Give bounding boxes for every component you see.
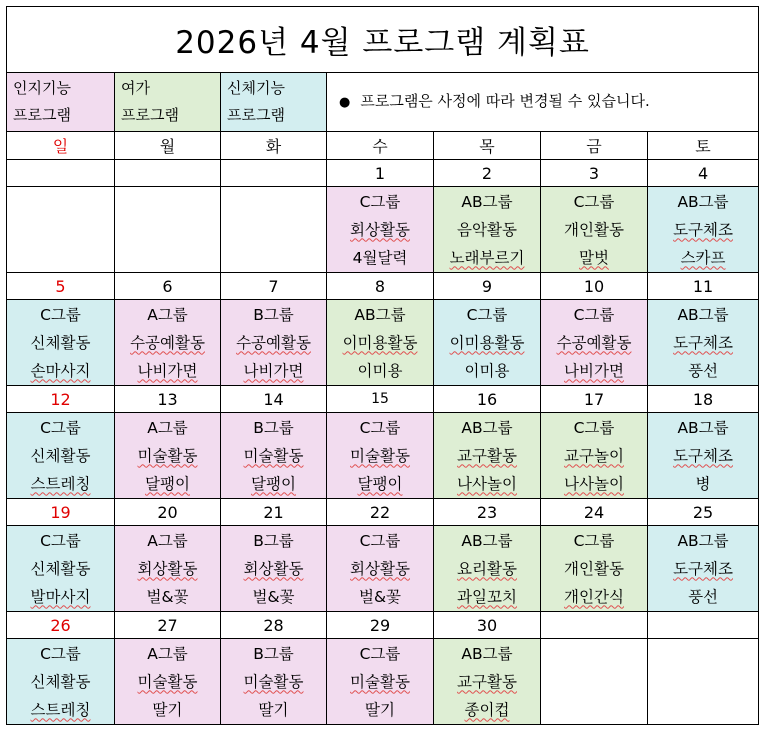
date-25: 25 xyxy=(648,499,759,526)
program-group: A그룹 xyxy=(147,305,188,324)
program-cell xyxy=(327,639,434,725)
program-group: C그룹 xyxy=(40,418,81,437)
program-activity: 미술활동 xyxy=(137,672,198,691)
program-detail: 스카프 xyxy=(680,248,726,267)
program-group: AB그룹 xyxy=(461,418,513,437)
program-cell xyxy=(648,526,759,612)
program-group: AB그룹 xyxy=(677,531,729,550)
program-cell xyxy=(434,187,541,273)
program-activity: 미술활동 xyxy=(350,672,410,691)
program-detail: 노래부르기 xyxy=(449,248,525,267)
program-cell xyxy=(327,187,434,273)
program-activity: 요리활동 xyxy=(457,559,517,578)
program-detail: 나비가면 xyxy=(564,361,624,380)
program-detail: 스트레칭 xyxy=(30,474,91,493)
program-detail: 딸기 xyxy=(152,700,183,719)
program-detail: 풍선 xyxy=(688,361,719,380)
program-detail: 벌&꽃 xyxy=(252,587,295,606)
program-cell xyxy=(434,413,541,499)
program-group: C그룹 xyxy=(466,305,508,324)
date-17: 17 xyxy=(541,386,648,413)
date-10: 10 xyxy=(541,273,648,300)
weekday-sat: 토 xyxy=(648,132,759,160)
program-group: C그룹 xyxy=(40,644,81,663)
program-detail: 나비가면 xyxy=(137,361,198,380)
date-24: 24 xyxy=(541,499,648,526)
date-empty xyxy=(7,160,115,187)
program-detail: 손마사지 xyxy=(30,361,91,380)
program-group: B그룹 xyxy=(253,418,294,437)
program-detail: 딸기 xyxy=(365,700,395,719)
program-detail: 이미용 xyxy=(464,361,510,380)
program-cell xyxy=(115,413,221,499)
program-row xyxy=(7,639,759,725)
program-activity: 도구체조 xyxy=(673,446,733,465)
program-activity: 신체활동 xyxy=(30,446,91,465)
weekday-sun: 일 xyxy=(7,132,115,160)
empty-cell xyxy=(648,639,759,725)
date-8: 8 xyxy=(327,273,434,300)
date-2: 2 xyxy=(434,160,541,187)
program-group: B그룹 xyxy=(253,531,294,550)
date-row xyxy=(7,386,759,413)
date-20: 20 xyxy=(115,499,221,526)
date-23: 23 xyxy=(434,499,541,526)
program-activity: 회상활동 xyxy=(350,220,410,239)
date-13: 13 xyxy=(115,386,221,413)
program-cell xyxy=(434,526,541,612)
program-detail: 풍선 xyxy=(688,587,719,606)
legend-physical-label: 신체기능 프로그램 xyxy=(227,79,285,124)
program-cell xyxy=(221,413,327,499)
program-row xyxy=(7,526,759,612)
program-detail: 나사놀이 xyxy=(457,474,517,493)
program-detail: 4월달력 xyxy=(352,248,408,267)
program-activity: 미술활동 xyxy=(350,446,410,465)
program-activity: 수공예활동 xyxy=(556,333,632,352)
program-activity: 신체활동 xyxy=(30,559,91,578)
program-detail: 나비가면 xyxy=(243,361,304,380)
date-row xyxy=(7,273,759,300)
program-detail: 병 xyxy=(695,474,711,493)
date-28: 28 xyxy=(221,612,327,639)
program-group: AB그룹 xyxy=(461,644,513,663)
program-cell xyxy=(7,639,115,725)
legend-row xyxy=(7,73,759,132)
program-activity: 도구체조 xyxy=(673,559,733,578)
program-cell xyxy=(327,413,434,499)
date-21: 21 xyxy=(221,499,327,526)
program-group: AB그룹 xyxy=(677,418,729,437)
empty-cell xyxy=(115,187,221,273)
date-row xyxy=(7,499,759,526)
program-group: C그룹 xyxy=(573,192,615,211)
program-activity: 개인활동 xyxy=(564,559,624,578)
program-cell xyxy=(327,300,434,386)
program-group: C그룹 xyxy=(573,418,615,437)
program-group: C그룹 xyxy=(40,531,81,550)
program-cell xyxy=(648,300,759,386)
date-18: 18 xyxy=(648,386,759,413)
legend-leisure-label: 여가 프로그램 xyxy=(121,79,179,124)
program-activity: 이미용활동 xyxy=(342,333,418,352)
program-calendar-table xyxy=(6,6,759,725)
program-detail: 발마사지 xyxy=(30,587,91,606)
program-cell xyxy=(7,526,115,612)
date-29: 29 xyxy=(327,612,434,639)
legend-cognitive xyxy=(7,73,115,132)
program-group: A그룹 xyxy=(147,418,188,437)
program-activity: 교구놀이 xyxy=(564,446,624,465)
program-cell xyxy=(541,413,648,499)
program-row xyxy=(7,187,759,273)
program-activity: 도구체조 xyxy=(673,220,733,239)
program-cell xyxy=(221,526,327,612)
page-title: 2026년 4월 프로그램 계획표 xyxy=(7,7,759,73)
program-group: AB그룹 xyxy=(354,305,406,324)
program-cell xyxy=(7,413,115,499)
program-cell xyxy=(7,300,115,386)
program-group: AB그룹 xyxy=(677,305,729,324)
note-text: 프로그램은 사정에 따라 변경될 수 있습니다. xyxy=(360,92,650,110)
date-19: 19 xyxy=(7,499,115,526)
program-cell xyxy=(221,639,327,725)
date-16: 16 xyxy=(434,386,541,413)
program-cell xyxy=(115,526,221,612)
date-empty xyxy=(221,160,327,187)
program-activity: 음악활동 xyxy=(457,220,517,239)
program-cell xyxy=(648,187,759,273)
program-detail: 스트레칭 xyxy=(30,700,91,719)
date-row xyxy=(7,612,759,639)
legend-leisure xyxy=(115,73,221,132)
program-group: A그룹 xyxy=(147,644,188,663)
program-detail: 벌&꽃 xyxy=(358,587,402,606)
date-empty xyxy=(115,160,221,187)
program-detail: 벌&꽃 xyxy=(146,587,189,606)
program-group: AB그룹 xyxy=(461,192,513,211)
program-cell xyxy=(434,300,541,386)
program-activity: 회상활동 xyxy=(137,559,198,578)
program-cell xyxy=(541,300,648,386)
program-row xyxy=(7,413,759,499)
legend-cognitive-label: 인지기능 프로그램 xyxy=(13,79,71,124)
program-cell xyxy=(115,639,221,725)
program-activity: 이미용활동 xyxy=(449,333,525,352)
program-activity: 신체활동 xyxy=(30,672,91,691)
program-detail: 종이컵 xyxy=(464,700,510,719)
program-detail: 달팽이 xyxy=(357,474,403,493)
program-detail: 달팽이 xyxy=(251,474,296,493)
date-6: 6 xyxy=(115,273,221,300)
date-9: 9 xyxy=(434,273,541,300)
program-row xyxy=(7,300,759,386)
program-detail: 딸기 xyxy=(258,700,289,719)
schedule-change-note xyxy=(327,73,759,132)
program-group: C그룹 xyxy=(40,305,81,324)
program-cell xyxy=(327,526,434,612)
program-detail: 과일꼬치 xyxy=(457,587,517,606)
program-detail: 말벗 xyxy=(579,248,609,267)
program-group: C그룹 xyxy=(359,192,401,211)
program-activity: 미술활동 xyxy=(243,446,304,465)
weekday-thu: 목 xyxy=(434,132,541,160)
bullet-icon: ● xyxy=(339,95,351,110)
program-group: B그룹 xyxy=(253,305,294,324)
program-activity: 회상활동 xyxy=(350,559,410,578)
program-cell xyxy=(541,526,648,612)
weekday-fri: 금 xyxy=(541,132,648,160)
date-4: 4 xyxy=(648,160,759,187)
program-activity: 교구활동 xyxy=(457,446,517,465)
program-cell xyxy=(434,639,541,725)
program-activity: 도구체조 xyxy=(673,333,733,352)
program-group: A그룹 xyxy=(147,531,188,550)
program-detail: 나사놀이 xyxy=(564,474,624,493)
program-group: B그룹 xyxy=(253,644,294,663)
date-5: 5 xyxy=(7,273,115,300)
program-activity: 교구활동 xyxy=(457,672,517,691)
legend-physical xyxy=(221,73,327,132)
program-activity: 개인활동 xyxy=(564,220,624,239)
empty-cell xyxy=(541,639,648,725)
date-11: 11 xyxy=(648,273,759,300)
date-26: 26 xyxy=(7,612,115,639)
date-row xyxy=(7,160,759,187)
date-7: 7 xyxy=(221,273,327,300)
weekday-tue: 화 xyxy=(221,132,327,160)
date-22: 22 xyxy=(327,499,434,526)
weekday-wed: 수 xyxy=(327,132,434,160)
program-detail: 이미용 xyxy=(357,361,403,380)
program-detail: 개인간식 xyxy=(564,587,624,606)
schedule-sheet xyxy=(6,6,758,725)
date-3: 3 xyxy=(541,160,648,187)
program-group: C그룹 xyxy=(573,531,615,550)
date-empty xyxy=(648,612,759,639)
program-group: C그룹 xyxy=(359,531,401,550)
date-27: 27 xyxy=(115,612,221,639)
program-group: AB그룹 xyxy=(677,192,729,211)
program-cell xyxy=(221,300,327,386)
date-1: 1 xyxy=(327,160,434,187)
weekday-mon: 월 xyxy=(115,132,221,160)
date-empty xyxy=(541,612,648,639)
date-12: 12 xyxy=(7,386,115,413)
empty-cell xyxy=(221,187,327,273)
date-15: 15 xyxy=(327,386,434,413)
program-activity: 수공예활동 xyxy=(236,333,311,352)
program-cell xyxy=(115,300,221,386)
program-group: AB그룹 xyxy=(461,531,513,550)
program-activity: 회상활동 xyxy=(243,559,304,578)
weekday-header-row xyxy=(7,132,759,160)
date-30: 30 xyxy=(434,612,541,639)
program-cell xyxy=(541,187,648,273)
date-14: 14 xyxy=(221,386,327,413)
program-detail: 달팽이 xyxy=(145,474,190,493)
program-group: C그룹 xyxy=(573,305,615,324)
program-activity: 미술활동 xyxy=(137,446,198,465)
empty-cell xyxy=(7,187,115,273)
program-group: C그룹 xyxy=(359,418,401,437)
program-cell xyxy=(648,413,759,499)
program-activity: 신체활동 xyxy=(30,333,91,352)
program-activity: 미술활동 xyxy=(243,672,304,691)
program-group: C그룹 xyxy=(359,644,401,663)
program-activity: 수공예활동 xyxy=(130,333,205,352)
